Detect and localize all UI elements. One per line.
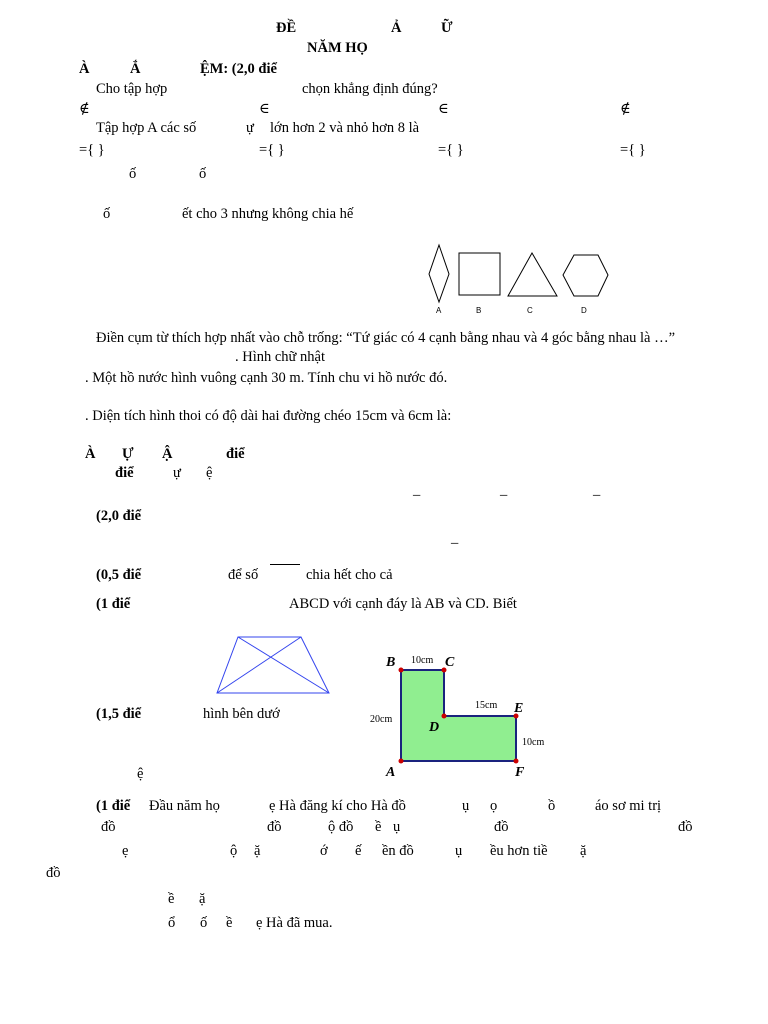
part2-heading: À (85, 446, 96, 462)
bai6-text: ẹ Hà đăng kí cho Hà đồ (269, 798, 406, 814)
bai6-heading: (1 điể (96, 798, 131, 814)
q1-text: chọn khẳng định đúng? (302, 81, 438, 97)
label-c: C (445, 655, 455, 670)
part2-heading: điể (226, 446, 245, 462)
bai6-text: ế (355, 843, 362, 859)
bai5-fragment: ệ (137, 766, 144, 782)
bai6-text: ền đồ (382, 843, 414, 859)
bai6-text: ọ (490, 798, 498, 814)
point-a (399, 759, 404, 764)
part2-heading: Ự (122, 446, 134, 462)
q4-fragment: ố (103, 206, 111, 222)
hexagon-shape (563, 255, 608, 296)
bai5-heading: (1,5 điể (96, 706, 142, 722)
title-fragment: Ữ (441, 20, 453, 36)
dim-de: 15cm (475, 700, 498, 711)
triangle-shape (508, 253, 557, 296)
point-d (442, 714, 447, 719)
dim-ef: 10cm (522, 737, 545, 748)
title-fragment: Ả (391, 20, 402, 36)
shape-label-a: A (436, 306, 442, 315)
square-shape (459, 253, 500, 295)
bai3-text: để số (228, 567, 259, 583)
bai4-heading: (1 điể (96, 596, 131, 612)
q1-option-a: ∉ (79, 101, 90, 117)
bai6-text: ụ (455, 843, 463, 859)
bai6-text: ố (200, 915, 208, 931)
dim-bc: 10cm (411, 655, 434, 666)
bai2-heading: (2,0 điể (96, 508, 142, 524)
q1-option-b: ∈ (259, 101, 270, 117)
bai1-dash: – (500, 487, 508, 503)
rhombus-shape (429, 245, 449, 302)
label-d: D (429, 720, 440, 735)
label-f: F (515, 765, 525, 780)
shape-label-b: B (476, 306, 482, 315)
q2-option-c: ={ } (438, 142, 464, 158)
bai6-text: ổ (168, 915, 176, 931)
bai5-text: hình bên dướ (203, 706, 280, 722)
part1-heading: ỆM: (2,0 điể (200, 61, 277, 77)
bai6-text: ụ (462, 798, 470, 814)
q6-text: . Một hồ nước hình vuông cạnh 30 m. Tính chu vi hồ nước đó. (85, 370, 448, 386)
l-shape-figure (365, 648, 550, 783)
bai2-dash: – (451, 535, 459, 551)
trapezoid-figure (210, 632, 335, 697)
bai6-text: áo sơ mi trị (595, 798, 662, 814)
bai1-dash: – (413, 487, 421, 503)
bai6-text: ề (226, 915, 233, 931)
bai6-text: ẹ (122, 843, 129, 859)
label-a: A (386, 765, 396, 780)
bai6-text: ớ (320, 843, 328, 859)
shapes-figure (420, 240, 620, 320)
shape-label-c: C (527, 306, 533, 315)
bai6-text: ẹ Hà đã mua. (256, 915, 333, 931)
bai1-fragment: ự (173, 465, 181, 481)
title-fragment: ĐỀ (276, 20, 297, 36)
bai3-text: chia hết cho cả (306, 567, 393, 583)
point-b (399, 668, 404, 673)
q1-text: Cho tập hợp (96, 81, 168, 97)
bai6-text: ụ (393, 819, 401, 835)
q2-option-d: ={ } (620, 142, 646, 158)
bai6-text: đồ (101, 819, 116, 835)
q4-text: ết cho 3 nhưng không chia hế (182, 206, 354, 222)
q2-option-a: ={ } (79, 142, 105, 158)
q2-text: ự (246, 120, 254, 136)
bai6-text: đồ (46, 865, 61, 881)
q5-option: . Hình chữ nhật (235, 349, 326, 365)
bai6-text: ề (168, 891, 175, 907)
bai6-text: Đầu năm họ (149, 798, 220, 814)
l-shape-polygon (401, 670, 516, 761)
bai6-text: ặ (254, 843, 261, 859)
q1-option-d: ∉ (620, 101, 631, 117)
q2-text: lớn hơn 2 và nhỏ hơn 8 là (270, 120, 420, 136)
trapezoid-shape (217, 637, 329, 693)
diagonal-line (217, 637, 301, 693)
q5-text: Điền cụm từ thích hợp nhất vào chỗ trống: “Tứ giác có 4 cạnh bằng nhau và 4 góc bằng nhau là …” (96, 330, 676, 346)
label-e: E (514, 701, 524, 716)
bai6-text: ều hơn tiề (490, 843, 548, 859)
q3-fragment: ố (199, 166, 207, 182)
q2-text: Tập hợp A các số (96, 120, 197, 136)
q2-option-b: ={ } (259, 142, 285, 158)
title-year: NĂM HỌ (307, 40, 368, 56)
point-f (514, 759, 519, 764)
bai6-text: đồ (267, 819, 282, 835)
bai1-heading: điể (115, 465, 134, 481)
dim-ab: 20cm (370, 714, 393, 725)
bai6-text: đồ (678, 819, 693, 835)
part1-heading: Ắ (130, 61, 141, 77)
bai6-text: ộ (230, 843, 238, 859)
bai1-fragment: ệ (206, 465, 213, 481)
bai6-text: ặ (199, 891, 206, 907)
bai3-heading: (0,5 điể (96, 567, 142, 583)
bai4-text: ABCD với cạnh đáy là AB và CD. Biết (289, 596, 517, 612)
bai6-text: ề (375, 819, 382, 835)
q1-option-c: ∈ (438, 101, 449, 117)
bai6-text: ặ (580, 843, 587, 859)
bai6-text: ồ (548, 798, 556, 814)
overline (270, 564, 300, 565)
q3-fragment: ố (129, 166, 137, 182)
bai6-text: đồ (494, 819, 509, 835)
shape-label-d: D (581, 306, 587, 315)
q7-text: . Diện tích hình thoi có độ dài hai đường chéo 15cm và 6cm là: (85, 408, 452, 424)
bai1-dash: – (593, 487, 601, 503)
part2-heading: Ậ (162, 446, 173, 462)
label-b: B (386, 655, 396, 670)
bai6-text: ộ đồ (328, 819, 354, 835)
part1-heading: À (79, 61, 90, 77)
